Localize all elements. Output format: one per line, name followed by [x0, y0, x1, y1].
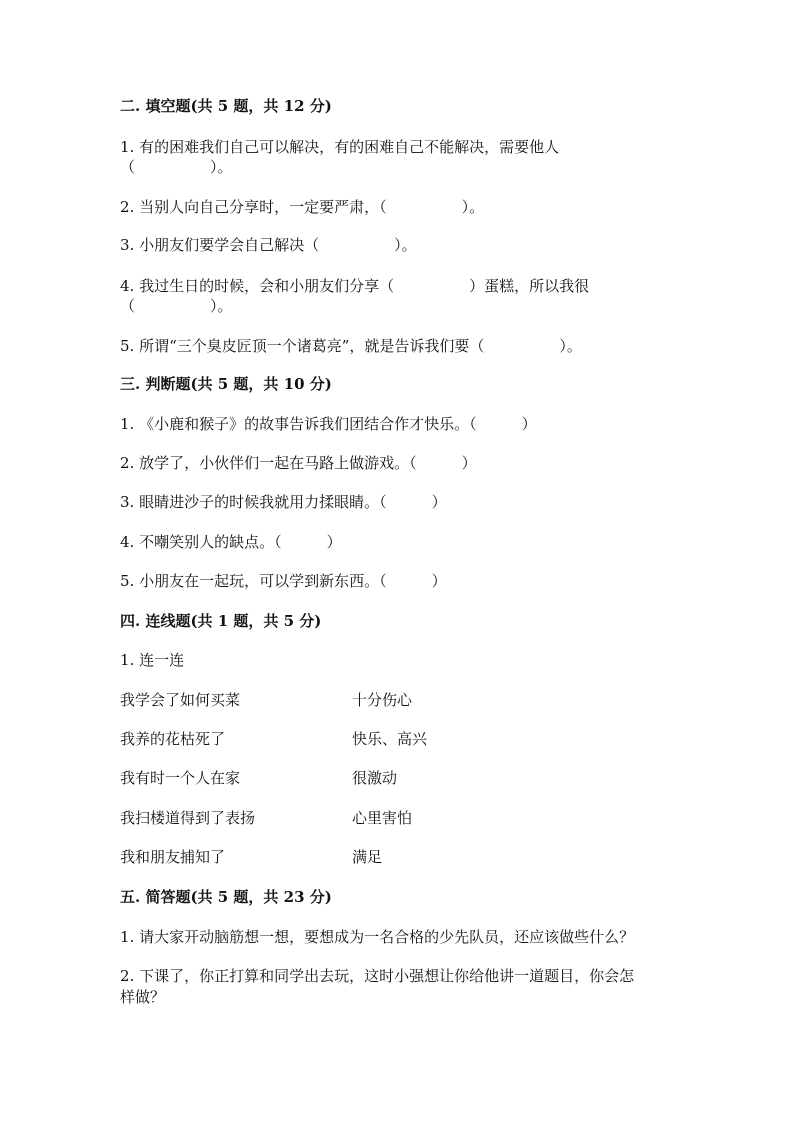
- fill-question-4-line-2: （ ）。: [120, 297, 233, 315]
- match-left-item: 我学会了如何买菜: [120, 691, 241, 709]
- fill-question-1-line-1: 1. 有的困难我们自己可以解决，有的困难自己不能解决，需要他人: [120, 138, 560, 156]
- match-left-item: 我扫楼道得到了表扬: [120, 809, 256, 827]
- section-3-heading: 三. 判断题(共 5 题，共 10 分): [120, 375, 332, 393]
- match-left-item: 我养的花枯死了: [120, 730, 226, 748]
- fill-question-1-line-2: （ ）。: [120, 158, 233, 176]
- match-left-item: 我有时一个人在家: [120, 769, 241, 787]
- fill-question-5: 5. 所谓“三个臭皮匠顶一个诸葛亮”，就是告诉我们要（ ）。: [120, 337, 582, 355]
- short-answer-question-2-line-1: 2. 下课了，你正打算和同学出去玩，这时小强想让你给他讲一道题目，你会怎: [120, 967, 635, 985]
- judge-question-5: 5. 小朋友在一起玩，可以学到新东西。（ ）: [120, 572, 447, 590]
- match-right-item: 很激动: [352, 769, 398, 787]
- judge-question-2: 2. 放学了，小伙伴们一起在马路上做游戏。（ ）: [120, 454, 477, 472]
- judge-question-4: 4. 不嘲笑别人的缺点。（ ）: [120, 533, 342, 551]
- short-answer-question-2-line-2: 样做？: [120, 988, 166, 1006]
- match-question-1: 1. 连一连: [120, 651, 185, 669]
- fill-question-4-line-1: 4. 我过生日的时候，会和小朋友们分享（ ）蛋糕，所以我很: [120, 277, 590, 295]
- section-2-heading: 二. 填空题(共 5 题，共 12 分): [120, 97, 332, 115]
- match-right-item: 心里害怕: [352, 809, 413, 827]
- fill-question-3: 3. 小朋友们要学会自己解决（ ）。: [120, 236, 417, 254]
- judge-question-3: 3. 眼睛进沙子的时候我就用力揉眼睛。（ ）: [120, 493, 447, 511]
- match-right-item: 满足: [352, 848, 383, 866]
- judge-question-1: 1. 《小鹿和猴子》的故事告诉我们团结合作才快乐。（ ）: [120, 415, 537, 433]
- match-right-item: 十分伤心: [352, 691, 413, 709]
- match-right-item: 快乐、高兴: [352, 730, 428, 748]
- fill-question-2: 2. 当别人向自己分享时，一定要严肃，（ ）。: [120, 198, 485, 216]
- section-5-heading: 五. 简答题(共 5 题，共 23 分): [120, 888, 332, 906]
- match-left-item: 我和朋友捕知了: [120, 848, 226, 866]
- section-4-heading: 四. 连线题(共 1 题，共 5 分): [120, 612, 322, 630]
- short-answer-question-1: 1. 请大家开动脑筋想一想，要想成为一名合格的少先队员，还应该做些什么？: [120, 928, 635, 946]
